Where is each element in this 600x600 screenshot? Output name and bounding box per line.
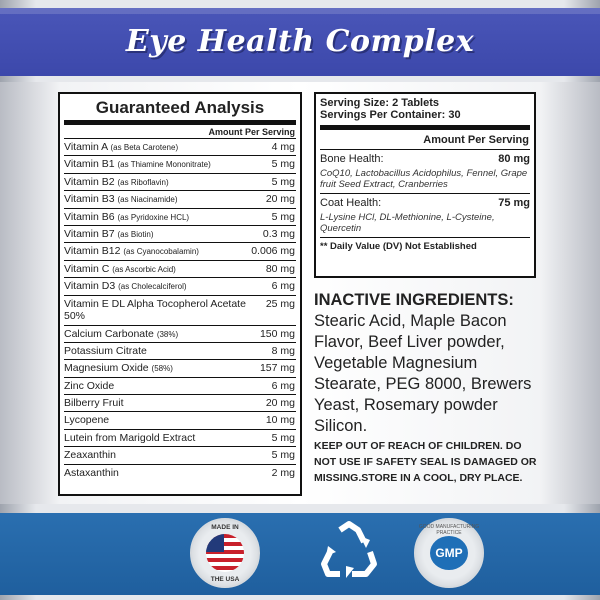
analysis-title: Guaranteed Analysis: [95, 98, 265, 117]
blend-amount: 80 mg: [498, 153, 530, 165]
nutrient-name: [64, 328, 178, 340]
nutrient-label: Zeaxanthin: [64, 449, 116, 462]
nutrient-label: Potassium Citrate: [64, 344, 147, 357]
analysis-row: [64, 174, 296, 191]
nutrient-name: [64, 193, 178, 205]
nutrient-note: (as Pyridoxine HCL): [117, 212, 190, 222]
nutrient-name: [64, 141, 178, 153]
analysis-row: [64, 360, 296, 377]
analysis-row: [64, 447, 296, 464]
nutrient-name: [64, 467, 119, 479]
analysis-row: [64, 156, 296, 173]
analysis-row: [64, 261, 296, 278]
serving-panel: [314, 92, 536, 278]
recycle-icon: [316, 520, 382, 582]
nutrient-label: Vitamin A: [64, 141, 108, 153]
nutrient-name: [64, 211, 189, 223]
nutrient-name: [64, 245, 199, 257]
nutrient-note: (as Thiamine Mononitrate): [117, 160, 211, 170]
warning-text: KEEP OUT OF REACH OF CHILDREN. DO NOT USE IF SAFETY SEAL IS DAMAGED OR MISSING.STORE IN A COOL, DRY PLACE.: [314, 440, 537, 484]
analysis-row: [64, 395, 296, 412]
nutrient-label: Vitamin B2: [64, 175, 115, 188]
serving-amount-header: Amount Per Serving: [320, 130, 530, 150]
inactive-text: Stearic Acid, Maple Bacon Flavor, Beef Liver powder, Vegetable Magnesium Stearate, PEG 8000, Brewers Yeast, Rosemary powder Silicon.: [314, 312, 532, 435]
blend-name: Coat Health:: [320, 197, 382, 209]
analysis-row: [64, 209, 296, 226]
analysis-row: [64, 139, 296, 156]
made-in-usa-badge: [190, 518, 260, 588]
gmp-label: GMP: [430, 536, 468, 570]
nutrient-amount: 25 mg: [265, 297, 295, 310]
nutrient-amount: 4 mg: [271, 141, 295, 153]
footer-banner: [0, 513, 600, 595]
gmp-badge: [414, 518, 484, 588]
analysis-row: [64, 343, 296, 360]
amount-per-serving-header: Amount Per Serving: [64, 125, 296, 139]
blend-ingredients: CoQ10, Lactobacillus Acidophilus, Fennel, Grape fruit Seed Extract, Cranberries: [320, 168, 528, 190]
blend-ingredients: L-Lysine HCl, DL-Methionine, L-Cysteine, Quercetin: [320, 212, 495, 234]
nutrient-amount: 5 mg: [271, 158, 295, 171]
nutrient-name: [64, 263, 176, 275]
nutrient-amount: 80 mg: [265, 262, 295, 275]
nutrient-amount: 5 mg: [271, 431, 295, 444]
nutrient-label: Vitamin B3: [64, 193, 115, 206]
nutrient-note: (as Riboflavin): [117, 177, 169, 187]
nutrient-amount: 8 mg: [271, 344, 295, 357]
analysis-rows: [64, 139, 296, 482]
badge-text-top: MADE IN: [211, 524, 239, 531]
nutrient-amount: 6 mg: [271, 280, 295, 293]
nutrient-name: [64, 345, 147, 357]
badge-text-bottom: THE USA: [210, 576, 240, 583]
nutrient-name: [64, 397, 124, 409]
nutrient-amount: 2 mg: [271, 466, 295, 479]
nutrient-note: (as Cholecalciferol): [118, 282, 187, 292]
nutrient-amount: 20 mg: [265, 397, 295, 410]
blend-name: Bone Health:: [320, 153, 384, 165]
usa-flag-icon: [206, 534, 244, 572]
inactive-label: INACTIVE INGREDIENTS:: [314, 291, 514, 309]
nutrient-note: (as Cyanocobalamin): [123, 247, 199, 257]
blend-row: [320, 194, 530, 238]
nutrient-amount: 5 mg: [271, 449, 295, 462]
nutrient-label: Bilberry Fruit: [64, 397, 124, 410]
analysis-row: [64, 430, 296, 447]
nutrient-amount: 150 mg: [259, 327, 295, 340]
gmp-ring-text: GOOD MANUFACTURING PRACTICE: [418, 524, 480, 536]
nutrient-amount: 10 mg: [265, 414, 295, 427]
analysis-row: [64, 378, 296, 395]
nutrient-name: [64, 362, 173, 374]
analysis-row: [64, 226, 296, 243]
nutrient-amount: 0.3 mg: [262, 227, 295, 240]
product-title: Eye Health Complex: [125, 24, 475, 59]
analysis-row: [64, 412, 296, 429]
nutrient-name: [64, 432, 195, 444]
nutrient-label: Vitamin D3: [64, 280, 116, 293]
nutrient-label: Vitamin C: [64, 262, 110, 275]
analysis-row: [64, 191, 296, 208]
nutrient-amount: 5 mg: [271, 175, 295, 188]
guaranteed-analysis-panel: [58, 92, 302, 496]
nutrient-name: [64, 380, 114, 392]
nutrient-name: [64, 298, 266, 322]
nutrient-note: (38%): [156, 329, 179, 339]
nutrient-label: Zinc Oxide: [64, 379, 115, 392]
nutrient-name: [64, 158, 211, 170]
nutrient-label: Calcium Carbonate: [64, 327, 154, 340]
nutrient-name: [64, 280, 187, 292]
analysis-row: [64, 296, 296, 326]
servings-per-container: Servings Per Container: 30: [320, 109, 461, 121]
nutrient-label: Vitamin E DL Alpha Tocopherol Acetate 50%: [64, 297, 246, 322]
nutrient-label: Vitamin B12: [64, 245, 121, 258]
nutrient-label: Vitamin B1: [64, 158, 115, 171]
nutrient-label: Lycopene: [64, 414, 110, 427]
nutrient-amount: 0.006 mg: [251, 245, 295, 258]
nutrient-note: (58%): [151, 364, 173, 374]
nutrient-label: Vitamin B6: [64, 210, 115, 223]
nutrient-name: [64, 228, 154, 240]
analysis-row: [64, 465, 296, 482]
nutrient-label: Magnesium Oxide: [64, 362, 149, 375]
nutrient-amount: 5 mg: [271, 210, 295, 223]
nutrient-name: [64, 176, 169, 188]
blend-row: [320, 150, 530, 194]
inactive-ingredients: [314, 290, 546, 437]
analysis-row: [64, 326, 296, 343]
nutrient-amount: 157 mg: [259, 362, 295, 375]
nutrient-amount: 6 mg: [271, 379, 295, 392]
nutrient-note: (as Niacinamide): [117, 195, 178, 205]
nutrient-note: (as Beta Carotene): [110, 143, 179, 152]
nutrient-name: [64, 449, 116, 461]
nutrient-label: Astaxanthin: [64, 466, 119, 479]
analysis-row: [64, 243, 296, 260]
nutrient-note: (as Biotin): [117, 229, 154, 239]
blend-amount: 75 mg: [498, 197, 530, 209]
analysis-row: [64, 278, 296, 295]
nutrient-amount: 20 mg: [265, 193, 295, 206]
daily-value-note: ** Daily Value (DV) Not Established: [320, 241, 477, 252]
nutrient-note: (as Ascorbic Acid): [112, 264, 176, 274]
nutrient-label: Lutein from Marigold Extract: [64, 431, 196, 444]
nutrient-label: Vitamin B7: [64, 227, 115, 240]
nutrient-name: [64, 414, 109, 426]
serving-size: Serving Size: 2 Tablets: [320, 97, 440, 109]
